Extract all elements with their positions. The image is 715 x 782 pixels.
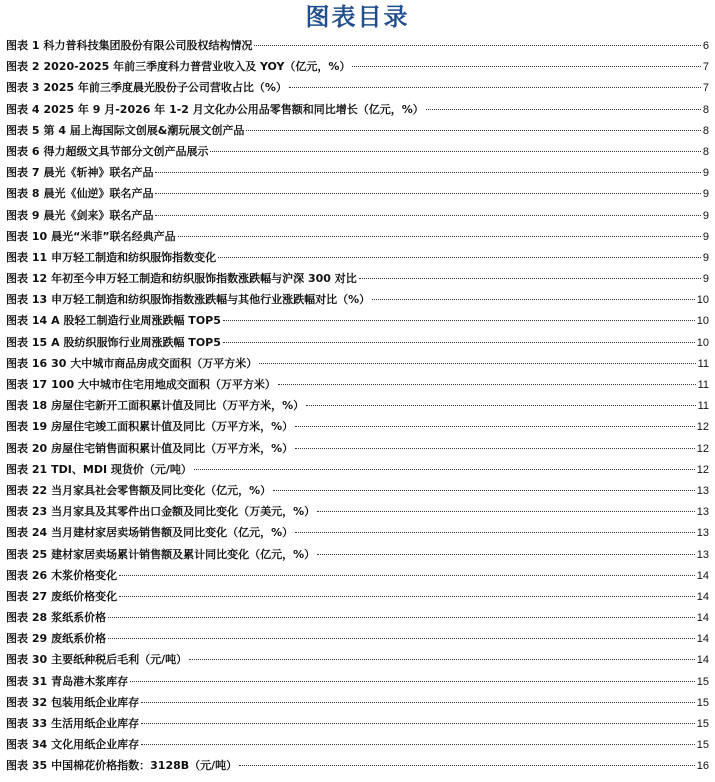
dot-leader <box>141 723 695 724</box>
figure-label: 图表 9 <box>6 208 40 222</box>
page-number: 7 <box>702 82 709 95</box>
page-number: 12 <box>696 421 709 434</box>
toc-entry[interactable] <box>6 630 709 651</box>
page-number: 15 <box>696 696 709 709</box>
page-number: 14 <box>696 654 709 667</box>
figure-label: 图表 19 <box>6 420 48 434</box>
dot-leader <box>210 151 700 152</box>
dot-leader <box>254 45 700 46</box>
toc-entry[interactable] <box>6 757 709 778</box>
figure-label: 图表 11 <box>6 250 48 264</box>
dot-leader <box>223 320 695 321</box>
toc-entry[interactable] <box>6 503 709 524</box>
page-title: 图表目录 <box>305 3 410 31</box>
toc-entry[interactable] <box>6 673 709 694</box>
figure-label: 图表 34 <box>6 738 48 752</box>
dot-leader <box>178 236 701 237</box>
dot-leader <box>119 596 695 597</box>
figure-caption: 得力超级文具节部分文创产品展示 <box>43 144 209 158</box>
page-number: 13 <box>696 548 709 561</box>
dot-leader <box>289 87 701 88</box>
page-number: 11 <box>697 400 709 413</box>
figure-caption: 申万轻工制造和纺织服饰指数涨跌幅与其他行业涨跌幅对比（%） <box>51 293 371 307</box>
figure-caption: A 股轻工制造行业周涨跌幅 TOP5 <box>51 314 221 328</box>
dot-leader <box>273 490 695 491</box>
toc-entry[interactable] <box>6 355 709 376</box>
dot-leader <box>317 511 695 512</box>
figure-caption: 晨光“米菲”联名经典产品 <box>51 229 176 243</box>
toc-entry[interactable] <box>6 567 709 588</box>
figure-label: 图表 23 <box>6 505 48 519</box>
page-number: 9 <box>702 273 709 286</box>
figure-label: 图表 26 <box>6 568 48 582</box>
page-number: 13 <box>696 527 709 540</box>
toc-entry[interactable] <box>6 207 709 228</box>
figure-caption: 2025 年 9 月-2026 年 1-2 月文化办公用品零售额和同比增长（亿元，%） <box>43 102 424 116</box>
toc-entry[interactable] <box>6 37 709 58</box>
figure-caption: 晨光《斩神》联名产品 <box>43 166 154 180</box>
figure-caption: 30 大中城市商品房成交面积（万平方米） <box>51 356 258 370</box>
figure-label: 图表 28 <box>6 611 48 625</box>
page-number: 9 <box>702 251 709 264</box>
toc-entry[interactable] <box>6 461 709 482</box>
dot-leader <box>141 702 695 703</box>
toc-entry[interactable] <box>6 101 709 122</box>
figure-label: 图表 22 <box>6 483 48 497</box>
figure-toc-list <box>6 37 709 779</box>
toc-entry[interactable] <box>6 736 709 757</box>
dot-leader <box>194 469 695 470</box>
page-number: 13 <box>696 484 709 497</box>
figure-label: 图表 10 <box>6 229 48 243</box>
page-number: 8 <box>702 145 709 158</box>
dot-leader <box>119 575 695 576</box>
toc-entry[interactable] <box>6 715 709 736</box>
toc-entry[interactable] <box>6 143 709 164</box>
figure-label: 图表 35 <box>6 759 48 773</box>
dot-leader <box>306 405 695 406</box>
figure-label: 图表 7 <box>6 166 40 180</box>
page-number: 15 <box>696 718 709 730</box>
figure-label: 图表 18 <box>6 399 48 413</box>
dot-leader <box>426 109 701 110</box>
figure-label: 图表 2 <box>6 60 40 74</box>
page-number: 14 <box>696 569 709 582</box>
toc-entry[interactable] <box>6 418 709 439</box>
page-number: 14 <box>696 633 709 646</box>
figure-caption: 包装用纸企业库存 <box>51 695 140 709</box>
figure-label: 图表 13 <box>6 293 48 307</box>
figure-label: 图表 30 <box>6 653 48 667</box>
figure-caption: 晨光《剑来》联名产品 <box>43 208 154 222</box>
figure-caption: 文化用纸企业库存 <box>51 738 140 752</box>
toc-entry[interactable] <box>6 651 709 672</box>
page-number: 13 <box>696 506 709 519</box>
page-number: 7 <box>702 61 709 74</box>
figure-caption: 当月建材家居卖场销售额及同比变化（亿元，%） <box>51 526 294 540</box>
toc-entry[interactable] <box>6 185 709 206</box>
figure-label: 图表 3 <box>6 81 40 95</box>
toc-entry[interactable] <box>6 440 709 461</box>
dot-leader <box>189 659 695 660</box>
figure-label: 图表 32 <box>6 695 48 709</box>
dot-leader <box>317 554 695 555</box>
page-number: 14 <box>696 590 709 603</box>
figure-label: 图表 21 <box>6 462 48 476</box>
toc-entry[interactable] <box>6 334 709 355</box>
figure-caption: 建材家居卖场累计销售额及累计同比变化（亿元，%） <box>51 547 316 561</box>
dot-leader <box>352 66 700 67</box>
figure-caption: 2020-2025 年前三季度科力普营业收入及 YOY（亿元，%） <box>43 60 351 74</box>
figure-label: 图表 4 <box>6 102 40 116</box>
figure-label: 图表 8 <box>6 187 40 201</box>
dot-leader <box>295 532 695 533</box>
figure-caption: 浆纸系价格 <box>51 611 107 625</box>
toc-entry[interactable] <box>6 291 709 312</box>
figure-caption: 第 4 届上海国际文创展&潮玩展文创产品 <box>43 123 245 137</box>
page-number: 12 <box>696 463 709 476</box>
dot-leader <box>218 257 701 258</box>
figure-caption: 房屋住宅销售面积累计值及同比（万平方米，%） <box>51 441 294 455</box>
toc-entry[interactable] <box>6 376 709 397</box>
dot-leader <box>372 299 695 300</box>
figure-caption: 木浆价格变化 <box>51 568 118 582</box>
figure-caption: 申万轻工制造和纺织服饰指数变化 <box>51 250 217 264</box>
dot-leader <box>130 681 695 682</box>
page-number: 14 <box>696 612 709 625</box>
figure-label: 图表 6 <box>6 144 40 158</box>
dot-leader <box>155 193 700 194</box>
toc-entry[interactable] <box>6 397 709 418</box>
dot-leader <box>278 384 696 385</box>
page-number: 9 <box>702 209 709 222</box>
dot-leader <box>259 363 695 364</box>
dot-leader <box>155 215 700 216</box>
figure-label: 图表 33 <box>6 717 48 730</box>
figure-label: 图表 27 <box>6 589 48 603</box>
figure-caption: 废纸系价格 <box>51 632 107 646</box>
dot-leader <box>141 744 695 745</box>
figure-label: 图表 5 <box>6 123 40 137</box>
figure-label: 图表 17 <box>6 378 48 391</box>
toc-entry[interactable] <box>6 694 709 715</box>
page-number: 10 <box>696 336 709 349</box>
figure-caption: 年初至今申万轻工制造和纺织服饰指数涨跌幅与沪深 300 对比 <box>51 272 357 286</box>
toc-entry[interactable] <box>6 79 709 100</box>
toc-entry[interactable] <box>6 164 709 185</box>
page-number: 10 <box>696 315 709 328</box>
dot-leader <box>108 638 695 639</box>
figure-label: 图表 14 <box>6 314 48 328</box>
figure-caption: 生活用纸企业库存 <box>51 717 140 730</box>
figure-caption: 青岛港木浆库存 <box>51 674 129 688</box>
page-number: 9 <box>702 230 709 243</box>
toc-entry[interactable] <box>6 588 709 609</box>
dot-leader <box>246 130 700 131</box>
toc-entry[interactable] <box>6 609 709 630</box>
page-number: 10 <box>696 294 709 307</box>
figure-label: 图表 15 <box>6 335 48 349</box>
figure-caption: 废纸价格变化 <box>51 589 118 603</box>
page-number: 9 <box>702 188 709 201</box>
figure-caption: 科力普科技集团股份有限公司股权结构情况 <box>43 39 253 52</box>
page-number: 15 <box>696 739 709 752</box>
page-number: 8 <box>702 103 709 116</box>
toc-entry[interactable] <box>6 58 709 79</box>
page-number: 12 <box>696 442 709 455</box>
page-number: 16 <box>696 760 709 773</box>
figure-caption: A 股纺织服饰行业周涨跌幅 TOP5 <box>51 335 221 349</box>
toc-entry[interactable] <box>6 482 709 503</box>
figure-label: 图表 29 <box>6 632 48 646</box>
figure-label: 图表 31 <box>6 674 48 688</box>
figure-label: 图表 12 <box>6 272 48 286</box>
toc-entry[interactable] <box>6 122 709 143</box>
page-number: 11 <box>697 379 709 391</box>
dot-leader <box>359 278 701 279</box>
figure-label: 图表 24 <box>6 526 48 540</box>
page-number: 9 <box>702 167 709 180</box>
figure-caption: 房屋住宅新开工面积累计值及同比（万平方米，%） <box>51 399 305 413</box>
dot-leader <box>295 448 695 449</box>
toc-entry[interactable] <box>6 524 709 545</box>
page-number: 15 <box>696 675 709 688</box>
toc-entry[interactable] <box>6 546 709 567</box>
figure-label: 图表 25 <box>6 547 48 561</box>
figure-caption: 100 大中城市住宅用地成交面积（万平方米） <box>51 378 276 391</box>
figure-caption: 主要纸种税后毛利（元/吨） <box>51 653 188 667</box>
toc-entry[interactable] <box>6 270 709 291</box>
figure-caption: 当月家具社会零售额及同比变化（亿元，%） <box>51 483 272 497</box>
figure-caption: 当月家具及其零件出口金额及同比变化（万美元，%） <box>51 505 316 519</box>
figure-label: 图表 16 <box>6 356 48 370</box>
page-number: 8 <box>702 124 709 137</box>
dot-leader <box>155 172 700 173</box>
figure-caption: 晨光《仙逆》联名产品 <box>43 187 154 201</box>
toc-entry[interactable] <box>6 249 709 270</box>
figure-caption: 中国棉花价格指数：3128B（元/吨） <box>51 759 238 773</box>
dot-leader <box>108 617 695 618</box>
figure-label: 图表 1 <box>6 39 40 52</box>
page-number: 11 <box>697 357 709 370</box>
toc-entry[interactable] <box>6 312 709 333</box>
dot-leader <box>295 426 695 427</box>
figure-label: 图表 20 <box>6 441 48 455</box>
dot-leader <box>239 765 695 766</box>
toc-entry[interactable] <box>6 228 709 249</box>
page-number: 6 <box>702 40 709 52</box>
figure-caption: 2025 年前三季度晨光股份子公司营收占比（%） <box>43 81 287 95</box>
dot-leader <box>223 342 695 343</box>
figure-caption: TDI、MDI 现货价（元/吨） <box>51 462 192 476</box>
figure-caption: 房屋住宅竣工面积累计值及同比（万平方米，%） <box>51 420 294 434</box>
